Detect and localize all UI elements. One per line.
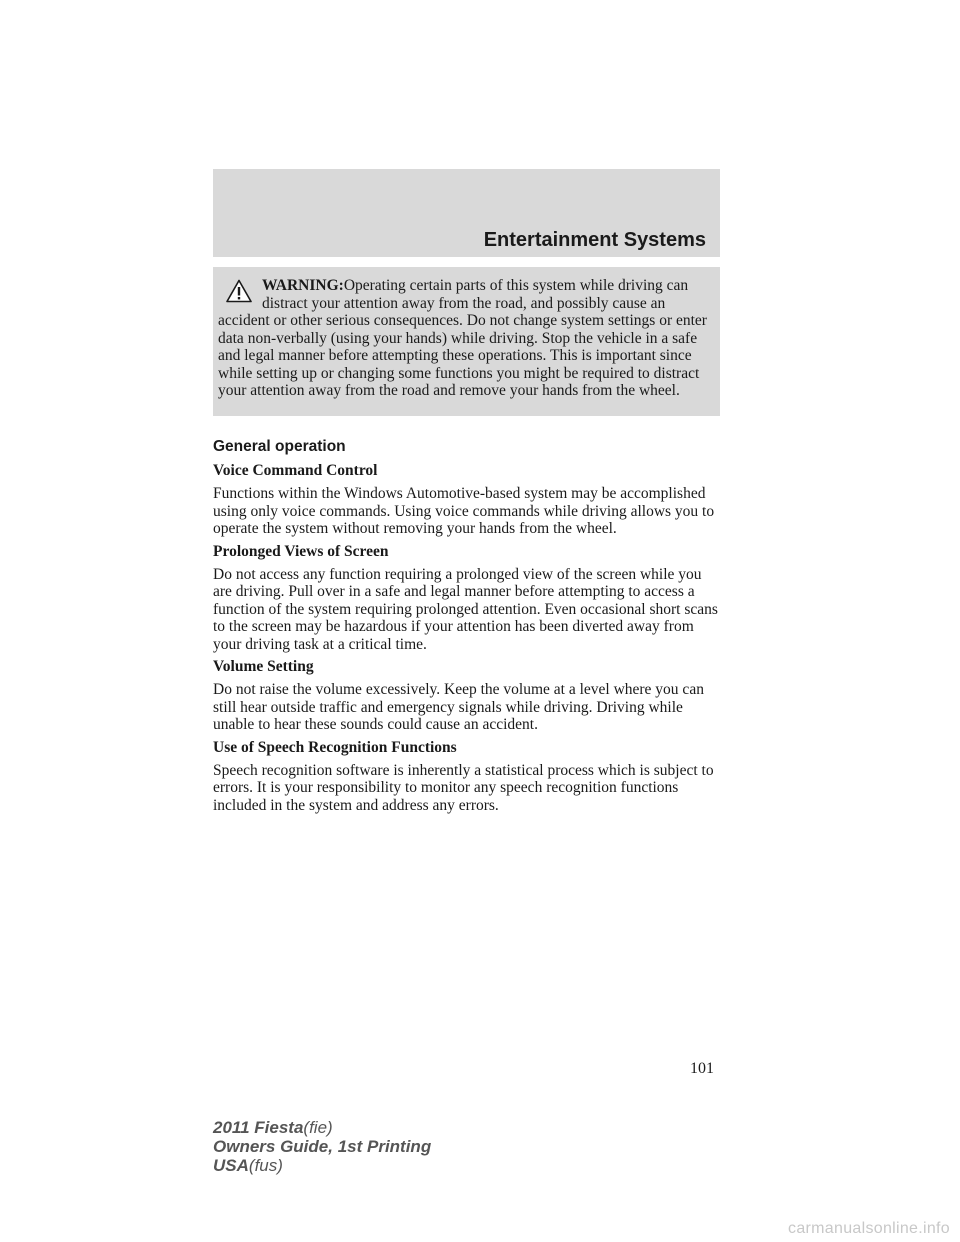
- footer-market-code: (fus): [248, 1156, 283, 1175]
- subsection-title: Volume Setting: [213, 658, 314, 675]
- footer-model: 2011 Fiesta: [213, 1118, 304, 1137]
- footer-guide: Owners Guide, 1st Printing: [213, 1137, 432, 1156]
- document-footer: [213, 1118, 431, 1175]
- page-number: 101: [690, 1060, 714, 1077]
- subsection-body: Functions within the Windows Automotive-based system may be accomplished using only voice commands. Using voice commands while driving allows you to operate the system without removing your hands from the wheel.: [213, 485, 715, 537]
- main-content: [213, 438, 721, 819]
- subsection-title: Use of Speech Recognition Functions: [213, 738, 457, 756]
- section-header: [213, 169, 720, 257]
- section-heading: General operation: [213, 438, 346, 455]
- footer-market: USA: [213, 1156, 249, 1175]
- section-title: Entertainment Systems: [483, 229, 706, 251]
- subsection-body: Speech recognition software is inherently a statistical process which is subject to errors. It is your responsibility to monitor any speech recognition functions included in the system and address any errors.: [213, 761, 714, 814]
- watermark: carmanualsonline.info: [788, 1220, 950, 1237]
- warning-text: [218, 277, 716, 400]
- subsection-title: Voice Command Control: [213, 462, 378, 479]
- subsection-body: Do not access any function requiring a prolonged view of the screen while you are driving. Pull over in a safe and legal manner before attempting to access a function of the system requiring prolonged attention. Even occasional short scans to the screen may be hazardous if your attention has been diverted away from your driving task at a critical time.: [213, 565, 718, 653]
- warning-label: WARNING:: [262, 277, 344, 294]
- warning-box: [213, 267, 720, 416]
- subsection-title: Prolonged Views of Screen: [213, 542, 389, 560]
- warning-body: Operating certain parts of this system while driving can distract your attention away from the road, and possibly cause an accident or other serious consequences. Do not change system settings or enter data non-verbally (using your hands) while driving. Stop the vehicle in a safe and legal manner before attempting these operations. This is important since while setting up or changing some functions you might be required to distract your attention away from the road and remove your hands from the wheel.: [218, 277, 707, 399]
- subsection-body: Do not raise the volume excessively. Keep the volume at a level where you can still hear outside traffic and emergency signals while driving. Driving while unable to hear these sounds could cause an accident.: [213, 681, 704, 733]
- footer-model-code: (fie): [303, 1118, 333, 1137]
